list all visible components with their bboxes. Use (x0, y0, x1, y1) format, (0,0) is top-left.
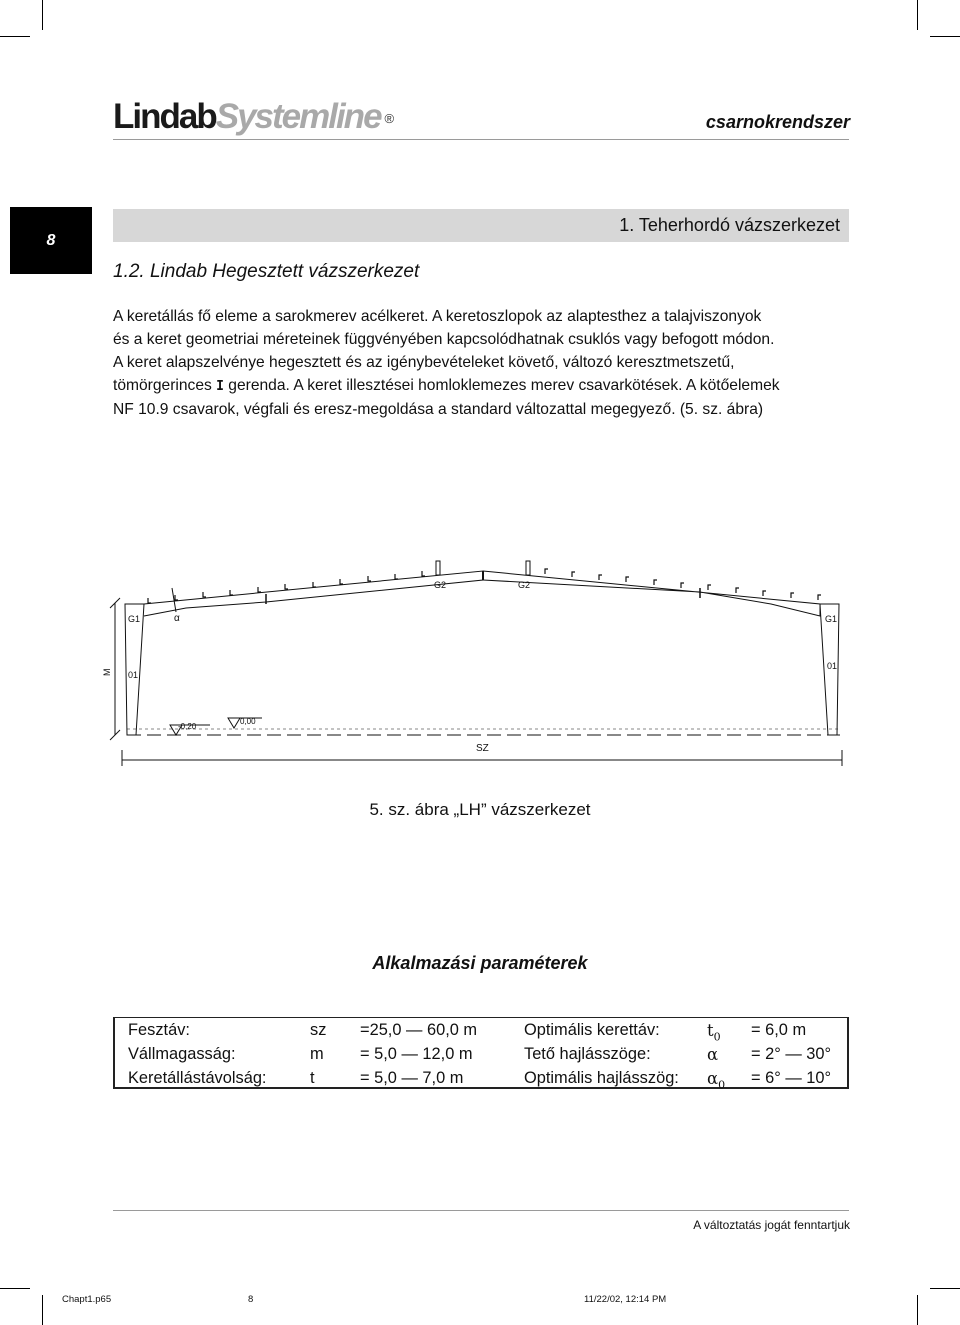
purlin-icon (175, 595, 178, 600)
crop-mark (42, 0, 43, 30)
section-title: 1.2. Lindab Hegesztett vázszerkezet (113, 261, 420, 282)
slug-page: 8 (248, 1294, 254, 1305)
optimal-symbol-letter: t (707, 1021, 714, 1040)
label-height: M (102, 668, 112, 676)
page-number-box (10, 207, 92, 274)
optimal-symbol-subscript: 0 (718, 1078, 726, 1092)
crop-mark (930, 36, 960, 37)
paragraph-line: A keret alapszelvénye hegesztett és az igénybevételeket követő, változó keresztmetszetű, (113, 354, 735, 371)
purlin-icon (148, 598, 151, 603)
chapter-title: 1. Teherhordó vázszerkezet (619, 215, 840, 235)
header-tagline: csarnokrendszer (705, 112, 850, 132)
parameter-row (115, 1043, 847, 1067)
parameter-name: Fesztáv: (128, 1021, 190, 1039)
chapter-bar (113, 209, 849, 242)
purlin-icon (791, 593, 794, 598)
optimal-symbol-letter: α (707, 1069, 719, 1088)
optimal-symbol (707, 1069, 725, 1091)
optimal-name: Tető hajlásszöge: (524, 1045, 651, 1063)
optimal-symbol-subscript: 0 (713, 1030, 721, 1044)
purlin-icon (203, 592, 206, 597)
parameter-symbol: t (310, 1069, 315, 1087)
page-number: 8 (46, 231, 56, 249)
paragraph-line (113, 374, 849, 398)
figure-caption: 5. sz. ábra „LH” vázszerkezet (369, 800, 591, 819)
label-g2-left: G2 (434, 580, 447, 590)
label-g1-left: G1 (128, 614, 141, 624)
purlin-icon (395, 574, 398, 579)
paragraph-line: és a keret geometriai méreteinek függvényében kapcsolódhatnak csuklós vagy befogott módon. (113, 331, 775, 348)
purlin-icon (340, 579, 343, 584)
parameter-name: Vállmagasság: (128, 1045, 236, 1063)
crop-mark (917, 0, 918, 30)
crop-mark (0, 1288, 30, 1289)
purlin-icon (285, 584, 288, 589)
ridge-post (436, 561, 440, 575)
footer-rule (113, 1210, 849, 1211)
i-beam-symbol: I (216, 379, 224, 394)
label-column-right: 01 (827, 661, 838, 671)
label-span: SZ (476, 743, 489, 754)
crop-mark (0, 36, 30, 37)
optimal-name: Optimális kerettáv: (524, 1021, 660, 1039)
header-rule (113, 139, 849, 140)
frame-drawing (100, 555, 860, 775)
parameter-range: = 5,0 — 12,0 m (360, 1045, 473, 1063)
ridge-post (526, 561, 530, 575)
purlin-icon (572, 572, 575, 577)
optimal-symbol-letter: α (707, 1045, 719, 1064)
purlin-icon (313, 582, 316, 587)
brand-name-primary: Lindab (113, 97, 216, 136)
parameter-range: =25,0 — 60,0 m (360, 1021, 478, 1039)
parameter-name: Keretállástávolság: (128, 1069, 267, 1087)
crop-mark (917, 1295, 918, 1325)
optimal-name: Optimális hajlásszög: (524, 1069, 679, 1087)
purlin-icon (763, 591, 766, 596)
parameter-symbol: m (310, 1045, 324, 1063)
purlin-icon (654, 580, 657, 585)
label-g2-right: G2 (518, 580, 531, 590)
brand-name-secondary: Systemline (215, 97, 381, 136)
label-angle: α (174, 613, 180, 624)
parameter-row (115, 1019, 847, 1043)
body-paragraph (113, 305, 849, 421)
paragraph-line: A keretállás fő eleme a sarokmerev acélkeret. A keretoszlopok az alaptesthez a talajviszonyok (113, 308, 762, 325)
crop-mark (930, 1288, 960, 1289)
footer-note: A változtatás jogát fenntartjuk (693, 1218, 850, 1232)
purlin-icon (422, 571, 425, 576)
paragraph-text: tömörgerinces (113, 377, 217, 394)
parameter-symbol: sz (310, 1021, 327, 1039)
purlin-icon (681, 583, 684, 588)
parameters-table (113, 1017, 849, 1092)
purlin-icon (599, 575, 602, 580)
optimal-symbol (707, 1021, 721, 1043)
level-marker-icon (228, 718, 240, 728)
optimal-value: = 6,0 m (751, 1021, 807, 1039)
slug-date: 11/22/02, 12:14 PM (584, 1294, 667, 1305)
parameters-title: Alkalmazási paraméterek (372, 953, 588, 973)
optimal-symbol (707, 1045, 718, 1064)
crop-mark (42, 1295, 43, 1325)
purlin-icon (258, 587, 261, 592)
label-level-ground: -0,20 (178, 722, 197, 731)
label-column-left: 01 (128, 670, 139, 680)
purlin-icon (230, 590, 233, 595)
paragraph-text: gerenda. A keret illesztései homloklemezes merev csavarkötések. A kötőelemek (223, 377, 780, 394)
slug-file-name: Chapt1.p65 (62, 1294, 112, 1305)
purlin-icon (545, 569, 548, 574)
label-level-floor: 0,00 (240, 717, 256, 726)
brand-logo (113, 97, 395, 137)
purlin-icon (368, 576, 371, 581)
purlin-icon (736, 588, 739, 593)
optimal-value: = 6° — 10° (751, 1069, 832, 1087)
right-rafter (483, 571, 820, 616)
purlin-icon (708, 585, 711, 590)
registered-mark: ® (384, 111, 395, 126)
label-g1-right: G1 (825, 614, 838, 624)
optimal-value: = 2° — 30° (751, 1045, 832, 1063)
parameter-range: = 5,0 — 7,0 m (360, 1069, 464, 1087)
purlin-icon (818, 595, 821, 600)
purlin-icon (626, 577, 629, 582)
parameter-row (115, 1067, 847, 1091)
left-rafter (144, 571, 483, 616)
paragraph-line: NF 10.9 csavarok, végfali és eresz-megoldása a standard változattal megegyező. (5. sz. ábra) (113, 401, 764, 418)
